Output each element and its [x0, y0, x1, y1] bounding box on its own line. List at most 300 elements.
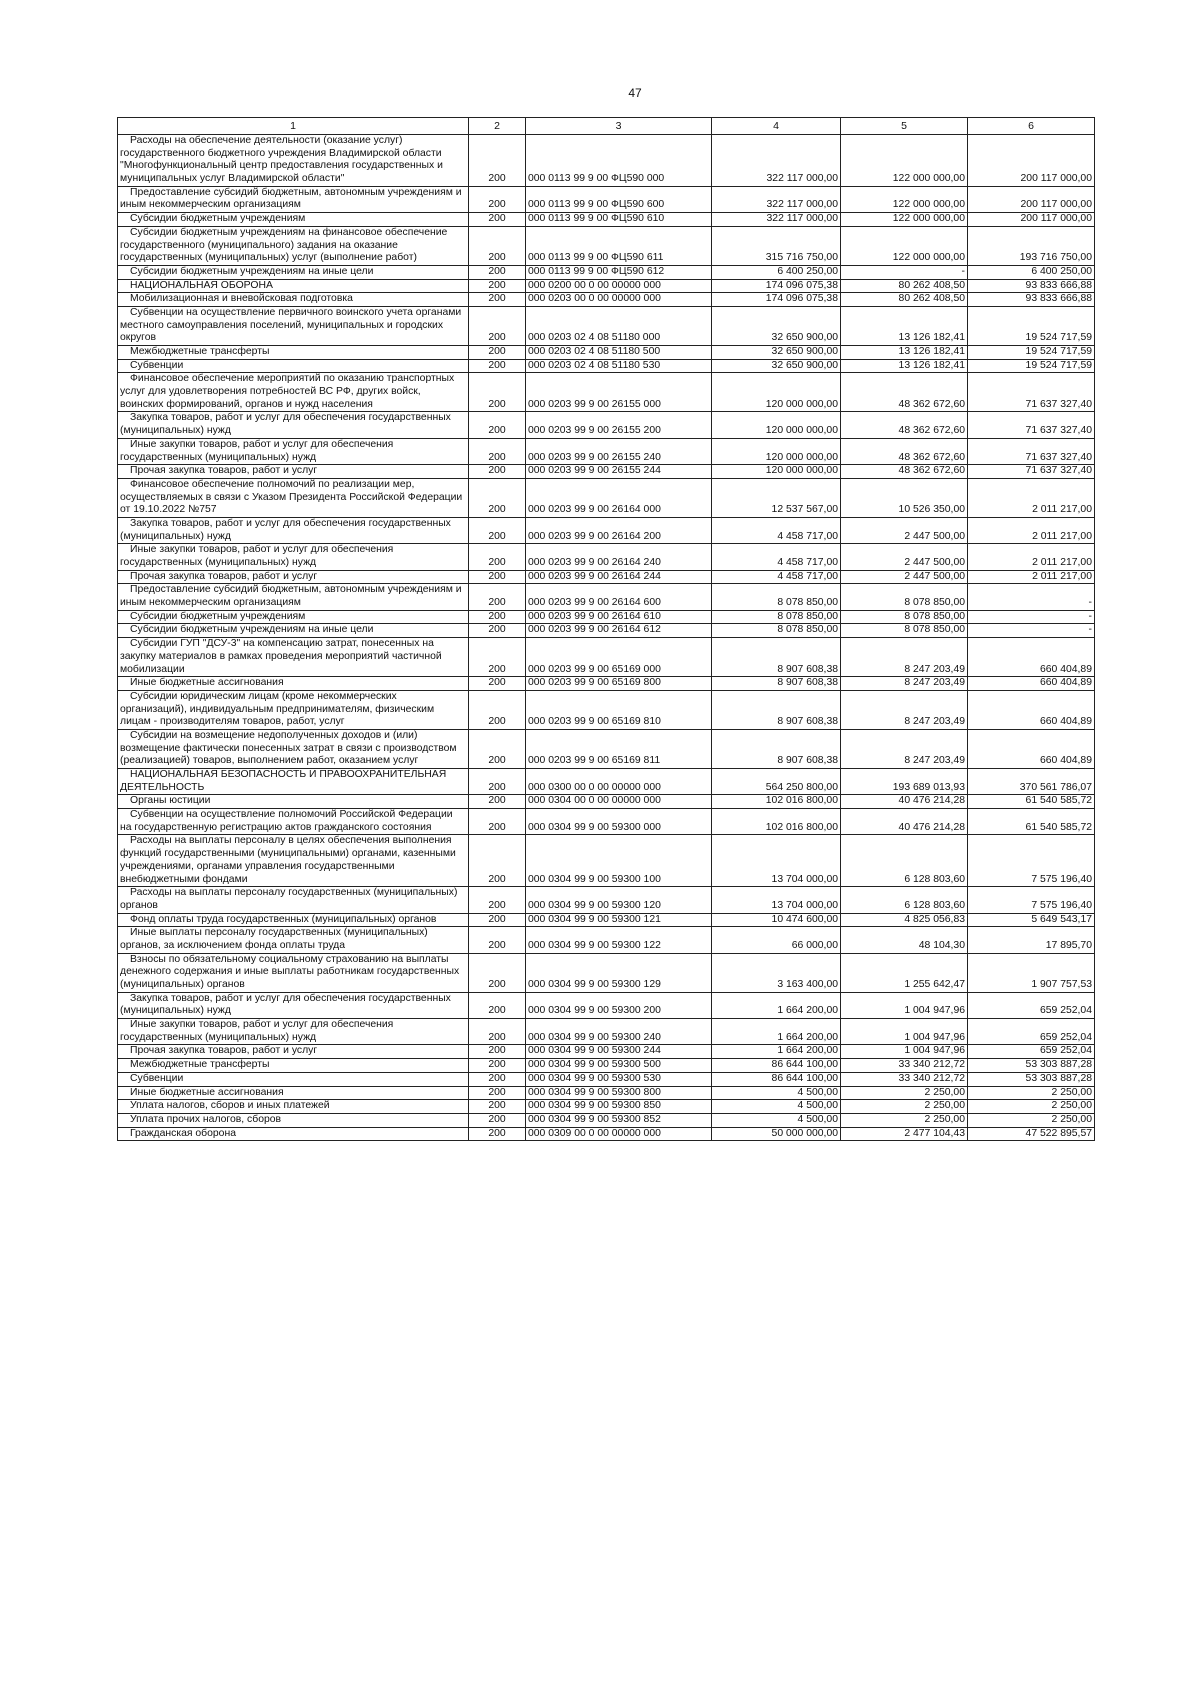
row-col6: 370 561 786,07	[968, 769, 1095, 795]
row-name	[118, 887, 469, 913]
row-col4: 4 458 717,00	[712, 570, 841, 584]
row-col6: 2 011 217,00	[968, 570, 1095, 584]
row-name	[118, 795, 469, 809]
row-col4: 564 250 800,00	[712, 769, 841, 795]
row-gr: 200	[469, 359, 526, 373]
row-gr: 200	[469, 412, 526, 438]
row-name-text: Мобилизационная и вневойсковая подготовка	[130, 293, 353, 305]
row-col5: 8 078 850,00	[841, 584, 968, 610]
table-row	[118, 373, 1095, 412]
row-col6: 71 637 327,40	[968, 438, 1095, 464]
row-name	[118, 1045, 469, 1059]
row-code: 000 0113 99 9 00 ФЦ590 000	[526, 135, 712, 187]
table-row	[118, 1072, 1095, 1086]
row-gr: 200	[469, 1045, 526, 1059]
row-gr: 200	[469, 809, 526, 835]
table-row	[118, 809, 1095, 835]
row-col6: 7 575 196,40	[968, 887, 1095, 913]
row-name	[118, 1086, 469, 1100]
row-gr: 200	[469, 584, 526, 610]
row-code: 000 0304 99 9 00 59300 500	[526, 1059, 712, 1073]
row-name-text: Фонд оплаты труда государственных (муниципальных) органов	[130, 913, 437, 925]
row-col5: 1 004 947,96	[841, 992, 968, 1018]
row-gr: 200	[469, 835, 526, 887]
row-col4: 1 664 200,00	[712, 1045, 841, 1059]
column-header-3: 3	[526, 118, 712, 135]
row-col4: 1 664 200,00	[712, 992, 841, 1018]
row-col4: 12 537 567,00	[712, 478, 841, 517]
row-col5: 2 477 104,43	[841, 1127, 968, 1141]
row-gr: 200	[469, 729, 526, 768]
row-name-text: Субсидии бюджетным учреждениям на иные цели	[130, 265, 374, 277]
row-code: 000 0304 99 9 00 59300 240	[526, 1019, 712, 1045]
table-row	[118, 412, 1095, 438]
row-name-text: Гражданская оборона	[130, 1127, 236, 1139]
row-gr: 200	[469, 1100, 526, 1114]
row-col6: 193 716 750,00	[968, 226, 1095, 265]
row-col5: 2 250,00	[841, 1100, 968, 1114]
row-gr: 200	[469, 677, 526, 691]
row-code: 000 0304 99 9 00 59300 850	[526, 1100, 712, 1114]
table-row	[118, 927, 1095, 953]
row-code: 000 0304 99 9 00 59300 122	[526, 927, 712, 953]
row-col5: 48 362 672,60	[841, 373, 968, 412]
table-row	[118, 359, 1095, 373]
row-col5: 122 000 000,00	[841, 213, 968, 227]
row-name	[118, 809, 469, 835]
row-name	[118, 465, 469, 479]
row-gr: 200	[469, 927, 526, 953]
table-row	[118, 517, 1095, 543]
row-col4: 174 096 075,38	[712, 279, 841, 293]
row-gr: 200	[469, 570, 526, 584]
table-header-row	[118, 118, 1095, 135]
row-col5: 4 825 056,83	[841, 913, 968, 927]
row-col5: 1 004 947,96	[841, 1045, 968, 1059]
row-col4: 86 644 100,00	[712, 1072, 841, 1086]
row-col6: 71 637 327,40	[968, 373, 1095, 412]
row-code: 000 0304 99 9 00 59300 121	[526, 913, 712, 927]
row-gr: 200	[469, 769, 526, 795]
row-col4: 86 644 100,00	[712, 1059, 841, 1073]
row-code: 000 0203 99 9 00 26164 610	[526, 610, 712, 624]
row-col6: 1 907 757,53	[968, 953, 1095, 992]
row-name-text: Расходы на выплаты персоналу государственных (муниципальных) органов	[120, 887, 458, 911]
row-name	[118, 584, 469, 610]
row-name	[118, 293, 469, 307]
row-name-text: Межбюджетные трансферты	[130, 1059, 270, 1071]
row-name	[118, 570, 469, 584]
row-col5: 2 447 500,00	[841, 570, 968, 584]
row-code: 000 0304 99 9 00 59300 852	[526, 1113, 712, 1127]
row-col4: 174 096 075,38	[712, 293, 841, 307]
row-col6: 93 833 666,88	[968, 279, 1095, 293]
row-name-text: Субсидии бюджетным учреждениям на иные цели	[130, 624, 374, 636]
row-code: 000 0203 00 0 00 00000 000	[526, 293, 712, 307]
row-name	[118, 690, 469, 729]
row-name	[118, 135, 469, 187]
row-code: 000 0203 99 9 00 26164 244	[526, 570, 712, 584]
table-row	[118, 279, 1095, 293]
table-row	[118, 769, 1095, 795]
row-col4: 8 078 850,00	[712, 584, 841, 610]
row-code: 000 0304 99 9 00 59300 800	[526, 1086, 712, 1100]
column-header-1: 1	[118, 118, 469, 135]
column-header-2: 2	[469, 118, 526, 135]
row-col4: 322 117 000,00	[712, 213, 841, 227]
row-code: 000 0304 99 9 00 59300 120	[526, 887, 712, 913]
table-row	[118, 213, 1095, 227]
row-col5: 8 247 203,49	[841, 638, 968, 677]
row-gr: 200	[469, 913, 526, 927]
row-code: 000 0203 99 9 00 26155 244	[526, 465, 712, 479]
row-name-text: Прочая закупка товаров, работ и услуг	[130, 1045, 318, 1057]
row-col5: 40 476 214,28	[841, 795, 968, 809]
row-code: 000 0203 99 9 00 65169 000	[526, 638, 712, 677]
row-name-text: Субсидии бюджетным учреждениям	[130, 213, 306, 225]
row-col4: 102 016 800,00	[712, 809, 841, 835]
row-col6: 71 637 327,40	[968, 412, 1095, 438]
row-code: 000 0304 99 9 00 59300 000	[526, 809, 712, 835]
row-col6: 200 117 000,00	[968, 186, 1095, 212]
row-name-text: Предоставление субсидий бюджетным, автономным учреждениям и иным некоммерческим организациям	[120, 584, 462, 609]
row-col4: 32 650 900,00	[712, 346, 841, 360]
row-gr: 200	[469, 226, 526, 265]
row-name-text: Расходы на обеспечение деятельности (оказание услуг) государственного бюджетного учреждения Владимирской области "Многофункциональный центр предоставления государственных и муниципальных услуг Владимирской области"	[120, 135, 443, 185]
row-col4: 4 500,00	[712, 1100, 841, 1114]
row-col6: 19 524 717,59	[968, 306, 1095, 345]
row-name	[118, 306, 469, 345]
row-name-text: Уплата прочих налогов, сборов	[130, 1113, 282, 1125]
row-code: 000 0113 99 9 00 ФЦ590 612	[526, 265, 712, 279]
row-name-text: Иные закупки товаров, работ и услуг для обеспечения государственных (муниципальных) нужд	[120, 1019, 394, 1043]
table-row	[118, 992, 1095, 1018]
row-name-text: НАЦИОНАЛЬНАЯ ОБОРОНА	[130, 279, 273, 291]
row-col4: 322 117 000,00	[712, 186, 841, 212]
row-name-text: Органы юстиции	[130, 795, 211, 807]
row-code: 000 0203 99 9 00 26164 612	[526, 624, 712, 638]
table-row	[118, 690, 1095, 729]
row-col6: 659 252,04	[968, 1045, 1095, 1059]
row-gr: 200	[469, 135, 526, 187]
row-col4: 4 458 717,00	[712, 544, 841, 570]
row-col5: 6 128 803,60	[841, 835, 968, 887]
row-col6: 47 522 895,57	[968, 1127, 1095, 1141]
row-gr: 200	[469, 279, 526, 293]
row-gr: 200	[469, 517, 526, 543]
row-col4: 8 907 608,38	[712, 690, 841, 729]
row-col6: -	[968, 624, 1095, 638]
row-col6: 200 117 000,00	[968, 213, 1095, 227]
table-row	[118, 186, 1095, 212]
table-row	[118, 1086, 1095, 1100]
row-col6: 659 252,04	[968, 1019, 1095, 1045]
row-col6: 61 540 585,72	[968, 795, 1095, 809]
row-code: 000 0203 99 9 00 26164 600	[526, 584, 712, 610]
row-col6: 2 250,00	[968, 1113, 1095, 1127]
row-col4: 4 500,00	[712, 1113, 841, 1127]
row-col5: 10 526 350,00	[841, 478, 968, 517]
table-row	[118, 624, 1095, 638]
row-col4: 120 000 000,00	[712, 412, 841, 438]
row-name-text: Межбюджетные трансферты	[130, 346, 270, 357]
row-col5: 48 362 672,60	[841, 438, 968, 464]
table-row	[118, 1019, 1095, 1045]
row-gr: 200	[469, 373, 526, 412]
row-name-text: Субсидии ГУП "ДСУ-3" на компенсацию затрат, понесенных на закупку материалов в рамках проведения мероприятий частичной мобилизации	[120, 638, 442, 675]
row-col5: 2 447 500,00	[841, 544, 968, 570]
table-row	[118, 438, 1095, 464]
table-row	[118, 135, 1095, 187]
row-col5: 33 340 212,72	[841, 1072, 968, 1086]
row-name-text: Предоставление субсидий бюджетным, автономным учреждениям и иным некоммерческим организациям	[120, 186, 462, 211]
table-row	[118, 1100, 1095, 1114]
row-col4: 322 117 000,00	[712, 135, 841, 187]
row-name	[118, 412, 469, 438]
row-name-text: Субсидии бюджетным учреждениям	[130, 610, 306, 622]
row-name	[118, 279, 469, 293]
row-col6: 53 303 887,28	[968, 1072, 1095, 1086]
row-name-text: Иные бюджетные ассигнования	[130, 677, 284, 689]
table-row	[118, 293, 1095, 307]
row-name	[118, 610, 469, 624]
row-name	[118, 226, 469, 265]
row-col4: 8 907 608,38	[712, 638, 841, 677]
row-name	[118, 359, 469, 373]
row-code: 000 0304 99 9 00 59300 244	[526, 1045, 712, 1059]
row-col5: 40 476 214,28	[841, 809, 968, 835]
row-col6: 6 400 250,00	[968, 265, 1095, 279]
row-name-text: Субвенции на осуществление первичного воинского учета органами местного самоуправления поселений, муниципальных и городских округов	[120, 306, 462, 344]
row-code: 000 0300 00 0 00 00000 000	[526, 769, 712, 795]
row-code: 000 0203 99 9 00 65169 800	[526, 677, 712, 691]
row-col4: 10 474 600,00	[712, 913, 841, 927]
row-col5: 2 250,00	[841, 1113, 968, 1127]
row-gr: 200	[469, 306, 526, 345]
row-col5: 1 004 947,96	[841, 1019, 968, 1045]
row-col6: 19 524 717,59	[968, 346, 1095, 360]
row-gr: 200	[469, 544, 526, 570]
row-name-text: Иные закупки товаров, работ и услуг для обеспечения государственных (муниципальных) нужд	[120, 544, 394, 568]
row-gr: 200	[469, 438, 526, 464]
row-gr: 200	[469, 638, 526, 677]
row-name	[118, 373, 469, 412]
row-col5: 2 250,00	[841, 1086, 968, 1100]
page-number: 47	[628, 86, 642, 100]
row-gr: 200	[469, 1059, 526, 1073]
row-name-text: Субвенции	[130, 1072, 184, 1084]
row-name-text: НАЦИОНАЛЬНАЯ БЕЗОПАСНОСТЬ И ПРАВООХРАНИТЕЛЬНАЯ ДЕЯТЕЛЬНОСТЬ	[120, 769, 447, 793]
row-name	[118, 265, 469, 279]
row-col5: 8 078 850,00	[841, 610, 968, 624]
row-code: 000 0203 99 9 00 26155 200	[526, 412, 712, 438]
row-col6: 2 250,00	[968, 1086, 1095, 1100]
row-code: 000 0304 99 9 00 59300 100	[526, 835, 712, 887]
row-code: 000 0203 99 9 00 65169 811	[526, 729, 712, 768]
table-row	[118, 835, 1095, 887]
row-col4: 6 400 250,00	[712, 265, 841, 279]
row-code: 000 0203 99 9 00 26164 240	[526, 544, 712, 570]
table-row	[118, 1045, 1095, 1059]
row-col5: 122 000 000,00	[841, 226, 968, 265]
row-col6: 2 011 217,00	[968, 544, 1095, 570]
row-name	[118, 186, 469, 212]
table-row	[118, 1113, 1095, 1127]
row-code: 000 0203 99 9 00 26155 240	[526, 438, 712, 464]
row-col5: 48 104,30	[841, 927, 968, 953]
row-name	[118, 478, 469, 517]
row-name	[118, 835, 469, 887]
row-name	[118, 638, 469, 677]
row-code: 000 0309 00 0 00 00000 000	[526, 1127, 712, 1141]
row-code: 000 0203 99 9 00 26155 000	[526, 373, 712, 412]
table-row	[118, 610, 1095, 624]
row-col5: 13 126 182,41	[841, 306, 968, 345]
row-code: 000 0203 02 4 08 51180 000	[526, 306, 712, 345]
table-row	[118, 226, 1095, 265]
row-col6: 71 637 327,40	[968, 465, 1095, 479]
row-gr: 200	[469, 795, 526, 809]
row-col4: 120 000 000,00	[712, 465, 841, 479]
row-name-text: Взносы по обязательному социальному страхованию на выплаты денежного содержания и иные выплаты работникам государственных (муниципальных) органов	[120, 953, 460, 990]
row-col4: 13 704 000,00	[712, 887, 841, 913]
row-gr: 200	[469, 1072, 526, 1086]
row-name	[118, 913, 469, 927]
row-name	[118, 1127, 469, 1141]
row-name	[118, 1100, 469, 1114]
row-gr: 200	[469, 1113, 526, 1127]
row-col5: 80 262 408,50	[841, 293, 968, 307]
column-header-6: 6	[968, 118, 1095, 135]
row-name-text: Субсидии на возмещение недополученных доходов и (или) возмещение фактически понесенных затрат в связи с производством (реализацией) товаров, выполнением работ, оказанием услуг	[120, 729, 457, 767]
row-col4: 102 016 800,00	[712, 795, 841, 809]
row-col4: 8 907 608,38	[712, 677, 841, 691]
row-name	[118, 213, 469, 227]
row-col6: -	[968, 610, 1095, 624]
row-name-text: Финансовое обеспечение мероприятий по оказанию транспортных услуг для удовлетворения потребностей ВС РФ, других войск, воинских формирований, органов и нужд населения	[120, 373, 455, 410]
table-row	[118, 1059, 1095, 1073]
row-col5: 13 126 182,41	[841, 359, 968, 373]
table-row	[118, 638, 1095, 677]
row-col5: 33 340 212,72	[841, 1059, 968, 1073]
row-name-text: Иные выплаты персоналу государственных (муниципальных) органов, за исключением фонда оплаты труда	[120, 927, 428, 951]
row-col6: 660 404,89	[968, 638, 1095, 677]
row-name-text: Прочая закупка товаров, работ и услуг	[130, 570, 318, 582]
row-col6: 660 404,89	[968, 690, 1095, 729]
row-col5: 2 447 500,00	[841, 517, 968, 543]
row-name-text: Прочая закупка товаров, работ и услуг	[130, 465, 318, 477]
row-code: 000 0113 99 9 00 ФЦ590 600	[526, 186, 712, 212]
row-col4: 3 163 400,00	[712, 953, 841, 992]
row-name	[118, 992, 469, 1018]
row-name	[118, 517, 469, 543]
row-col6: 659 252,04	[968, 992, 1095, 1018]
table-row	[118, 544, 1095, 570]
row-name	[118, 677, 469, 691]
row-col5: 8 247 203,49	[841, 729, 968, 768]
row-code: 000 0203 02 4 08 51180 530	[526, 359, 712, 373]
row-name	[118, 544, 469, 570]
row-name	[118, 1072, 469, 1086]
table-body	[118, 135, 1095, 1141]
row-col5: -	[841, 265, 968, 279]
row-col5: 1 255 642,47	[841, 953, 968, 992]
row-col4: 8 907 608,38	[712, 729, 841, 768]
budget-table	[117, 117, 1095, 1141]
row-col4: 32 650 900,00	[712, 359, 841, 373]
row-col5: 8 247 203,49	[841, 677, 968, 691]
row-gr: 200	[469, 465, 526, 479]
row-col5: 122 000 000,00	[841, 186, 968, 212]
table-row	[118, 953, 1095, 992]
row-col6: 93 833 666,88	[968, 293, 1095, 307]
row-gr: 200	[469, 1019, 526, 1045]
row-name	[118, 346, 469, 360]
row-col4: 120 000 000,00	[712, 438, 841, 464]
table-row	[118, 478, 1095, 517]
row-gr: 200	[469, 624, 526, 638]
row-col5: 6 128 803,60	[841, 887, 968, 913]
row-gr: 200	[469, 1086, 526, 1100]
row-code: 000 0304 99 9 00 59300 530	[526, 1072, 712, 1086]
row-col6: 5 649 543,17	[968, 913, 1095, 927]
row-name-text: Иные закупки товаров, работ и услуг для обеспечения государственных (муниципальных) нужд	[120, 438, 394, 463]
row-name	[118, 729, 469, 768]
table-row	[118, 795, 1095, 809]
row-gr: 200	[469, 478, 526, 517]
row-gr: 200	[469, 213, 526, 227]
table-row	[118, 729, 1095, 768]
row-code: 000 0113 99 9 00 ФЦ590 611	[526, 226, 712, 265]
row-col5: 48 362 672,60	[841, 465, 968, 479]
table-row	[118, 465, 1095, 479]
row-gr: 200	[469, 992, 526, 1018]
row-name-text: Закупка товаров, работ и услуг для обеспечения государственных (муниципальных) нужд	[120, 517, 451, 542]
table-row	[118, 1127, 1095, 1141]
row-col4: 4 458 717,00	[712, 517, 841, 543]
row-name	[118, 927, 469, 953]
table-row	[118, 265, 1095, 279]
column-header-5: 5	[841, 118, 968, 135]
row-name	[118, 624, 469, 638]
row-gr: 200	[469, 953, 526, 992]
row-col6: 200 117 000,00	[968, 135, 1095, 187]
table-row	[118, 887, 1095, 913]
row-col4: 8 078 850,00	[712, 610, 841, 624]
row-col4: 32 650 900,00	[712, 306, 841, 345]
row-col4: 66 000,00	[712, 927, 841, 953]
row-name	[118, 438, 469, 464]
row-name	[118, 953, 469, 992]
row-col5: 8 078 850,00	[841, 624, 968, 638]
row-name	[118, 769, 469, 795]
row-name-text: Уплата налогов, сборов и иных платежей	[130, 1100, 330, 1112]
row-col6: 2 011 217,00	[968, 517, 1095, 543]
row-name-text: Иные бюджетные ассигнования	[130, 1086, 284, 1098]
row-col5: 122 000 000,00	[841, 135, 968, 187]
row-name-text: Субсидии бюджетным учреждениям на финансовое обеспечение государственного (муниципального) задания на оказание государственных (муниципальных) услуг (выполнение работ)	[120, 226, 448, 264]
table-row	[118, 913, 1095, 927]
row-code: 000 0203 02 4 08 51180 500	[526, 346, 712, 360]
row-col6: 2 011 217,00	[968, 478, 1095, 517]
row-col4: 8 078 850,00	[712, 624, 841, 638]
row-name-text: Финансовое обеспечение полномочий по реализации мер, осуществляемых в связи с Указом Президента Российской Федерации от 19.10.2022 №757	[120, 478, 463, 516]
row-col5: 8 247 203,49	[841, 690, 968, 729]
column-header-4: 4	[712, 118, 841, 135]
row-col5: 193 689 013,93	[841, 769, 968, 795]
row-col5: 13 126 182,41	[841, 346, 968, 360]
row-name-text: Субвенции на осуществление полномочий Российской Федерации на государственную регистрацию актов гражданского состояния	[120, 809, 453, 833]
